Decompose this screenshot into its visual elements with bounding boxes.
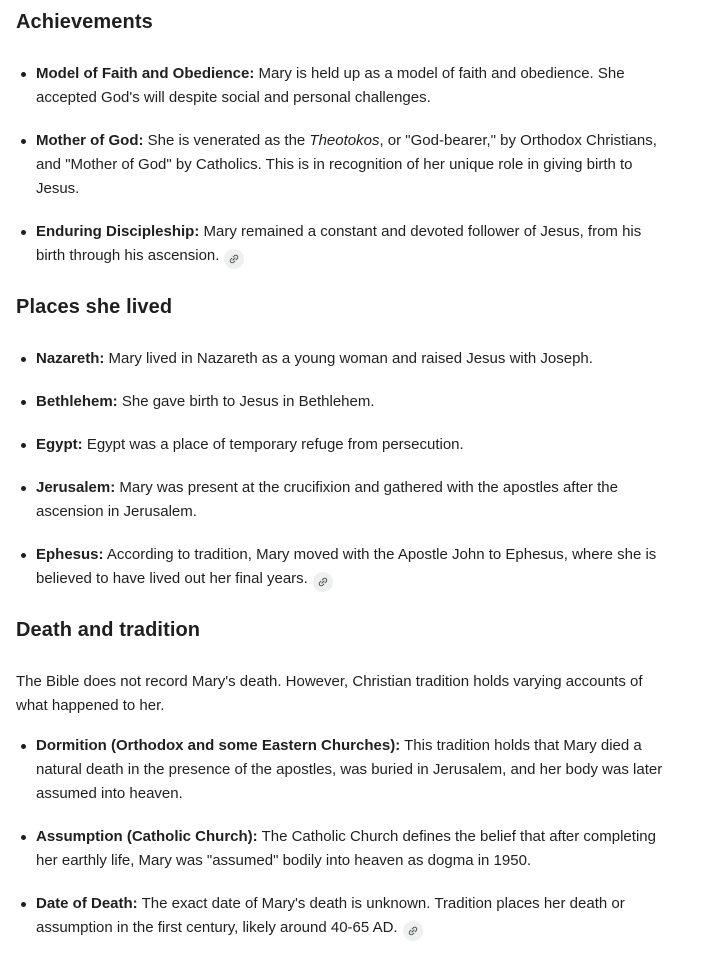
- item-text: Mary remained a constant and devoted follower of Jesus, from his birth through his ascension.: [36, 223, 642, 264]
- item-term: Nazareth:: [36, 350, 105, 367]
- list-item: [16, 347, 672, 371]
- item-term: Assumption (Catholic Church):: [36, 828, 258, 845]
- item-term: Dormition (Orthodox and some Eastern Churches):: [36, 737, 401, 754]
- list-item: [16, 476, 672, 524]
- item-text: She gave birth to Jesus in Bethlehem.: [117, 393, 375, 410]
- paragraph: The Bible does not record Mary's death. However, Christian tradition holds varying accounts of what happened to her.: [16, 673, 643, 714]
- list-item: [16, 433, 672, 457]
- citation-chip[interactable]: [403, 921, 423, 941]
- item-term: Ephesus:: [36, 546, 104, 563]
- list-item: [16, 62, 672, 110]
- section-places-she-lived: [16, 293, 672, 592]
- bullet-list: [16, 734, 672, 941]
- citation-chip[interactable]: [313, 572, 333, 592]
- item-text: The exact date of Mary's death is unknown. Tradition places her death or assumption in the first century, likely around 40-65 AD.: [36, 895, 625, 936]
- item-text: Mary lived in Nazareth as a young woman and raised Jesus with Joseph.: [104, 350, 593, 367]
- item-text: The Catholic Church defines the belief that after completing her earthly life, Mary was "assumed" bodily into heaven as dogma in 1950.: [36, 828, 656, 869]
- item-text: According to tradition, Mary moved with the Apostle John to Ephesus, where she is believed to have lived out her final years.: [36, 546, 657, 587]
- item-term: Mother of God:: [36, 132, 144, 149]
- list-item: [16, 390, 672, 414]
- item-text: Egypt was a place of temporary refuge from persecution.: [82, 436, 464, 453]
- section-heading: Death and tradition: [16, 619, 201, 641]
- item-text: , or "God-bearer," by Orthodox Christians, and "Mother of God" by Catholics. This is in recognition of her unique role in giving birth to Jesus.: [36, 132, 657, 197]
- bullet-list: [16, 62, 672, 269]
- item-text: She is venerated as the: [143, 132, 310, 149]
- list-item: [16, 734, 672, 806]
- link-icon: [228, 253, 240, 265]
- item-term: Bethlehem:: [36, 393, 118, 410]
- list-item: [16, 892, 672, 941]
- section-death-and-tradition: [16, 616, 672, 941]
- item-text: Mary was present at the crucifixion and gathered with the apostles after the ascension in Jerusalem.: [36, 479, 618, 520]
- section-achievements: [16, 8, 672, 269]
- bullet-list: [16, 347, 672, 592]
- list-item: [16, 220, 672, 269]
- list-item: [16, 825, 672, 873]
- list-item: [16, 129, 672, 201]
- section-heading: Places she lived: [16, 296, 173, 318]
- item-text: Mary is held up as a model of faith and obedience. She accepted God's will despite social and personal challenges.: [36, 65, 625, 106]
- section-heading: Achievements: [16, 11, 153, 33]
- item-term: Egypt:: [36, 436, 83, 453]
- italic-text: Theotokos: [309, 132, 380, 149]
- item-term: Enduring Discipleship:: [36, 223, 200, 240]
- citation-chip[interactable]: [224, 249, 244, 269]
- item-term: Model of Faith and Obedience:: [36, 65, 255, 82]
- item-text: This tradition holds that Mary died a natural death in the presence of the apostles, was buried in Jerusalem, and her body was later assumed into heaven.: [36, 737, 663, 802]
- link-icon: [317, 576, 329, 588]
- item-term: Jerusalem:: [36, 479, 116, 496]
- item-term: Date of Death:: [36, 895, 138, 912]
- link-icon: [407, 925, 419, 937]
- list-item: [16, 543, 672, 592]
